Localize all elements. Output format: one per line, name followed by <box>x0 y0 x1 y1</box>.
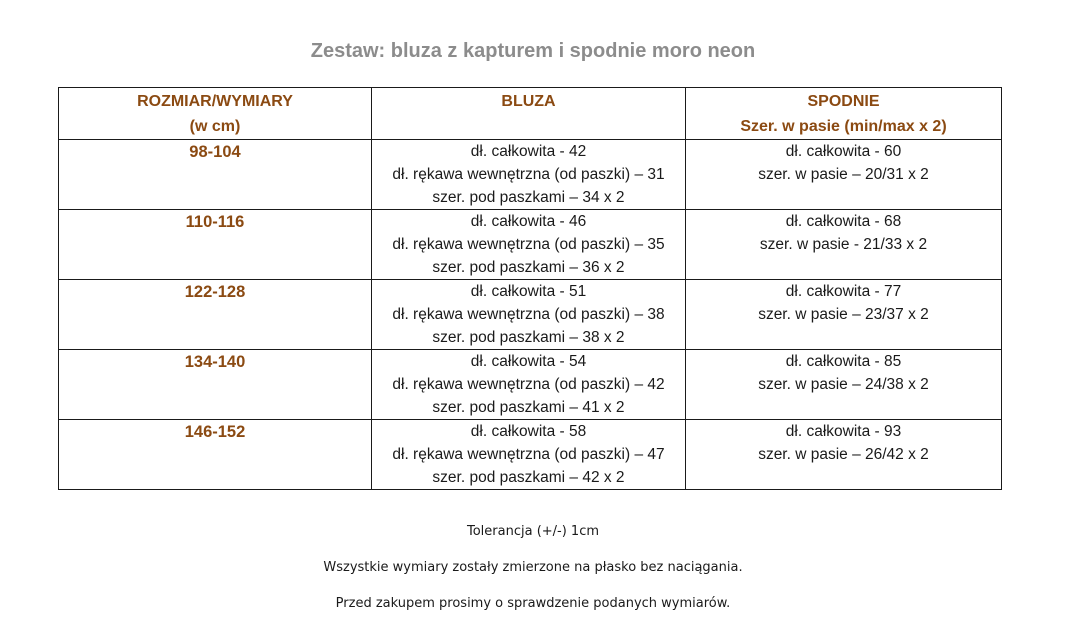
bluza-width: szer. pod paszkami – 34 x 2 <box>432 189 625 206</box>
purchase-note: Przed zakupem prosimy o sprawdzenie podanych wymiarów. <box>335 596 731 611</box>
spodnie-cell <box>686 140 1002 210</box>
bluza-length: dł. całkowita - 51 <box>470 283 587 300</box>
spodnie-waist: szer. w pasie – 23/37 x 2 <box>758 306 929 323</box>
header-size-line: ROZMIAR/WYMIARY <box>137 93 293 110</box>
spodnie-cell <box>686 280 1002 350</box>
table-row <box>59 350 1002 420</box>
bluza-cell <box>372 280 686 350</box>
bluza-cell <box>372 350 686 420</box>
bluza-width: szer. pod paszkami – 36 x 2 <box>432 259 625 276</box>
bluza-sleeve: dł. rękawa wewnętrzna (od paszki) – 31 <box>392 166 665 183</box>
spodnie-cell <box>686 210 1002 280</box>
spodnie-waist: szer. w pasie - 21/33 x 2 <box>759 236 928 253</box>
header-row <box>59 88 1002 140</box>
table-row <box>59 140 1002 210</box>
size-cell: 122-128 <box>59 280 372 350</box>
bluza-sleeve: dł. rękawa wewnętrzna (od paszki) – 38 <box>392 306 665 323</box>
table-row <box>59 280 1002 350</box>
measurement-note: Wszystkie wymiary zostały zmierzone na płasko bez naciągania. <box>323 560 743 575</box>
header-bluza-line: BLUZA <box>501 93 556 110</box>
size-table <box>58 87 1002 490</box>
bluza-width: szer. pod paszkami – 41 x 2 <box>432 399 625 416</box>
spodnie-waist: szer. w pasie – 20/31 x 2 <box>758 166 929 183</box>
header-size-unit: (w cm) <box>189 118 241 135</box>
bluza-cell <box>372 210 686 280</box>
bluza-width: szer. pod paszkami – 42 x 2 <box>432 469 625 486</box>
size-cell: 98-104 <box>59 140 372 210</box>
header-spodnie-line: SPODNIE <box>807 93 880 110</box>
spodnie-length: dł. całkowita - 85 <box>785 353 902 370</box>
bluza-width: szer. pod paszkami – 38 x 2 <box>432 329 625 346</box>
header-bluza <box>372 88 686 140</box>
spodnie-length: dł. całkowita - 60 <box>785 143 902 160</box>
spodnie-cell <box>686 420 1002 490</box>
header-spodnie <box>686 88 1002 140</box>
page-title: Zestaw: bluza z kapturem i spodnie moro neon <box>310 40 756 62</box>
size-cell: 134-140 <box>59 350 372 420</box>
bluza-sleeve: dł. rękawa wewnętrzna (od paszki) – 47 <box>392 446 665 463</box>
spodnie-waist: szer. w pasie – 26/42 x 2 <box>758 446 929 463</box>
table-row <box>59 420 1002 490</box>
spodnie-length: dł. całkowita - 77 <box>785 283 902 300</box>
size-cell: 110-116 <box>59 210 372 280</box>
bluza-cell <box>372 420 686 490</box>
bluza-length: dł. całkowita - 58 <box>470 423 587 440</box>
spodnie-cell <box>686 350 1002 420</box>
bluza-length: dł. całkowita - 46 <box>470 213 587 230</box>
bluza-length: dł. całkowita - 42 <box>470 143 587 160</box>
spodnie-length: dł. całkowita - 68 <box>785 213 902 230</box>
bluza-sleeve: dł. rękawa wewnętrzna (od paszki) – 35 <box>392 236 665 253</box>
bluza-length: dł. całkowita - 54 <box>470 353 587 370</box>
header-size <box>59 88 372 140</box>
spodnie-length: dł. całkowita - 93 <box>785 423 902 440</box>
table-row <box>59 210 1002 280</box>
spodnie-waist: szer. w pasie – 24/38 x 2 <box>758 376 929 393</box>
tolerance-note: Tolerancja (+/-) 1cm <box>466 524 600 539</box>
size-cell: 146-152 <box>59 420 372 490</box>
header-spodnie-subtitle: Szer. w pasie (min/max x 2) <box>740 118 947 135</box>
bluza-cell <box>372 140 686 210</box>
bluza-sleeve: dł. rękawa wewnętrzna (od paszki) – 42 <box>392 376 665 393</box>
